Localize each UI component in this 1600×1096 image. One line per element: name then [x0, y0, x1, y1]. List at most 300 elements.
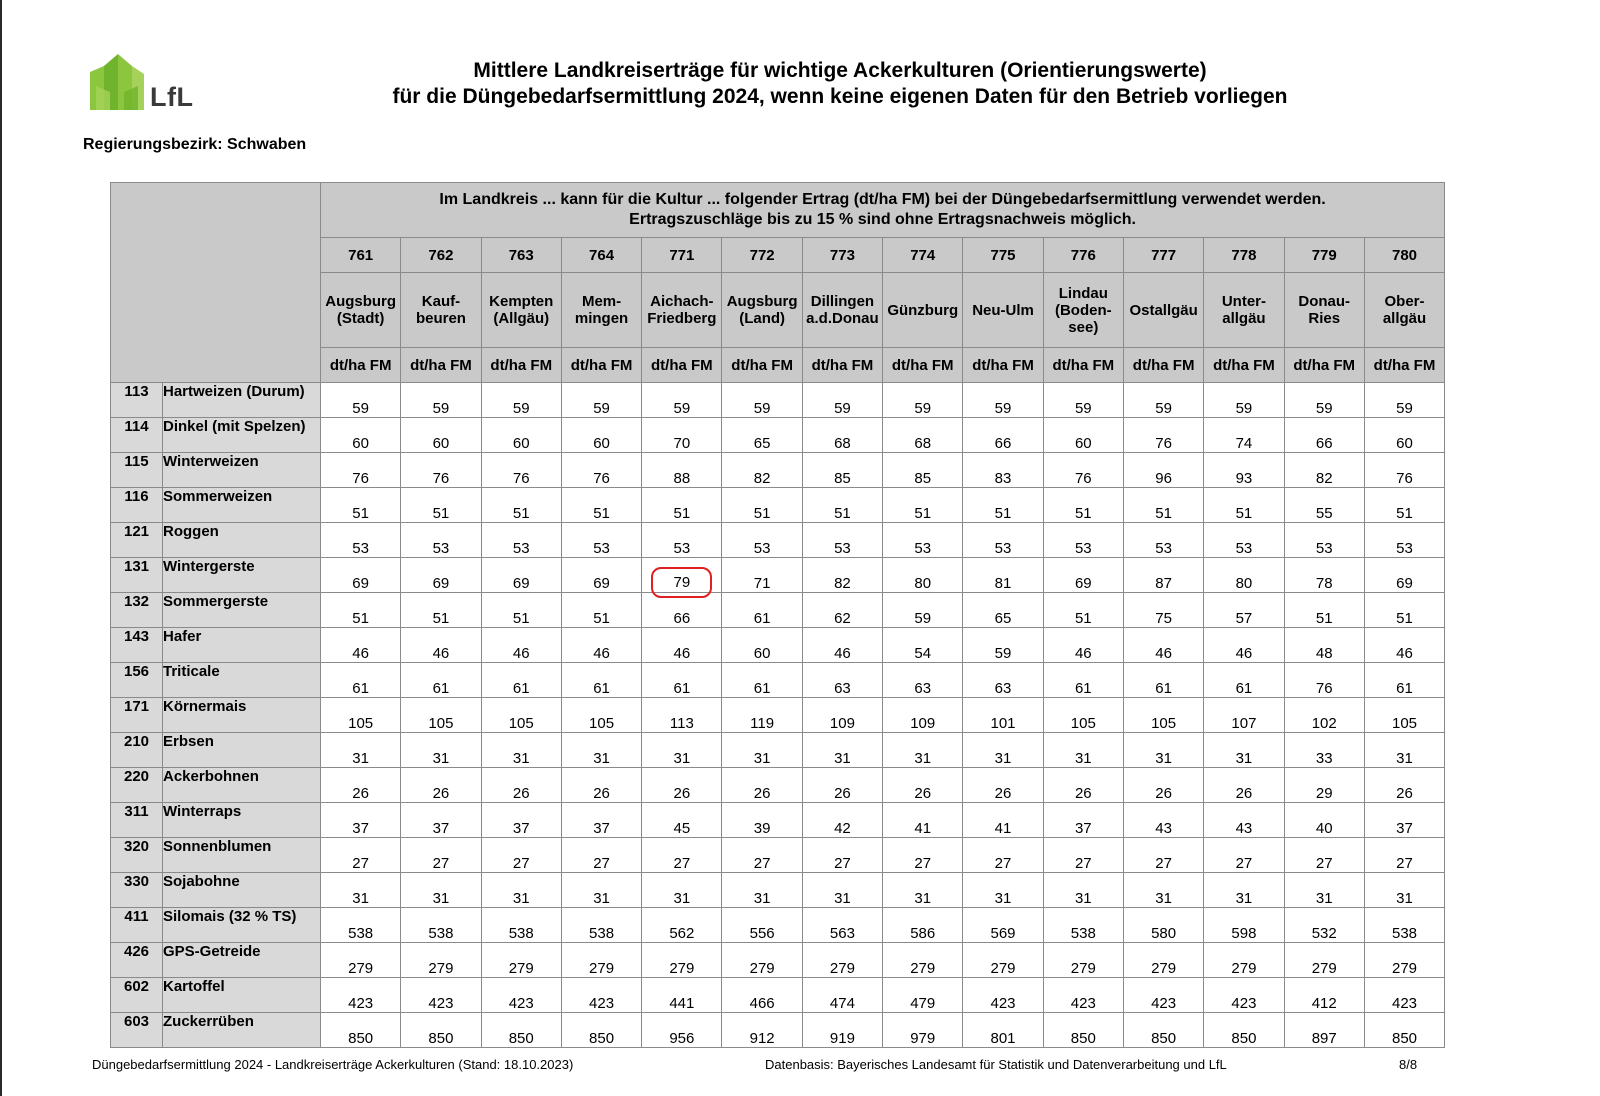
yield-value-cell: 33	[1284, 733, 1364, 768]
yield-value-cell: 850	[481, 1013, 561, 1048]
district-name-line: Ostallgäu	[1129, 301, 1198, 319]
crop-name-cell: Kartoffel	[163, 978, 321, 1013]
yield-value-cell: 423	[561, 978, 641, 1013]
yield-value-cell: 31	[321, 873, 401, 908]
yield-value-cell: 598	[1204, 908, 1284, 943]
unit-header: dt/ha FM	[1043, 348, 1123, 383]
yield-value-cell: 109	[883, 698, 963, 733]
yield-value-cell: 897	[1284, 1013, 1364, 1048]
district-name-line: a.d.Donau	[806, 310, 879, 327]
yield-value-cell: 850	[401, 1013, 481, 1048]
yield-value-cell: 441	[642, 978, 722, 1013]
yield-value-cell: 26	[401, 768, 481, 803]
yield-value-cell: 59	[722, 383, 802, 418]
yield-value-cell: 71	[722, 558, 802, 593]
crop-name-cell: Sommergerste	[163, 593, 321, 628]
unit-header: dt/ha FM	[321, 348, 401, 383]
yield-value-cell: 65	[722, 418, 802, 453]
yield-value-cell: 46	[1204, 628, 1284, 663]
yield-value-cell: 59	[883, 593, 963, 628]
yield-value-cell: 423	[481, 978, 561, 1013]
yield-value-cell: 63	[802, 663, 882, 698]
yield-value-cell: 61	[1364, 663, 1444, 698]
yield-value-cell: 42	[802, 803, 882, 838]
table-row	[111, 418, 1445, 453]
yield-value-cell: 31	[1043, 733, 1123, 768]
table-row	[111, 593, 1445, 628]
yield-value-cell: 59	[561, 383, 641, 418]
table-row	[111, 628, 1445, 663]
yield-value-cell: 562	[642, 908, 722, 943]
yield-value-cell: 27	[802, 838, 882, 873]
yield-value-cell: 279	[481, 943, 561, 978]
district-name-line: Kauf-	[421, 293, 461, 310]
yield-value-cell: 850	[1204, 1013, 1284, 1048]
yield-value-cell: 31	[883, 873, 963, 908]
yield-value-cell: 82	[802, 558, 882, 593]
table-row	[111, 1013, 1445, 1048]
crop-name-cell: Zuckerrüben	[163, 1013, 321, 1048]
yield-value-cell: 279	[963, 943, 1043, 978]
yield-value-cell: 850	[321, 1013, 401, 1048]
crop-name-cell: Sonnenblumen	[163, 838, 321, 873]
district-name-header	[401, 273, 481, 348]
district-name-line: see)	[1068, 318, 1099, 336]
unit-header: dt/ha FM	[561, 348, 641, 383]
crop-code-cell: 114	[111, 418, 163, 453]
district-name-header	[321, 273, 401, 348]
yield-value-cell: 31	[722, 733, 802, 768]
title-line-1: Mittlere Landkreiserträge für wichtige Ackerkulturen (Orientierungswerte)	[473, 59, 1207, 82]
yield-value-cell: 46	[642, 628, 722, 663]
yield-value-cell: 70	[642, 418, 722, 453]
yield-value-cell: 51	[1364, 593, 1444, 628]
yield-value-cell: 40	[1284, 803, 1364, 838]
yield-value-cell: 27	[722, 838, 802, 873]
yield-value-cell: 46	[1043, 628, 1123, 663]
yield-value-cell: 119	[722, 698, 802, 733]
yield-value-cell: 76	[1284, 663, 1364, 698]
yield-table	[110, 182, 1445, 1048]
district-name-line: Aichach-	[650, 293, 714, 310]
crop-name-cell: Triticale	[163, 663, 321, 698]
table-corner-cell	[111, 183, 321, 383]
yield-value-cell: 59	[401, 383, 481, 418]
table-row	[111, 383, 1445, 418]
footer-left: Düngebedarfsermittlung 2024 - Landkreiserträge Ackerkulturen (Stand: 18.10.2023)	[92, 1057, 574, 1072]
yield-value-cell: 919	[802, 1013, 882, 1048]
yield-value-cell: 46	[481, 628, 561, 663]
yield-value-cell: 53	[401, 523, 481, 558]
region-label: Regierungsbezirk: Schwaben	[83, 136, 307, 153]
yield-value-cell: 63	[883, 663, 963, 698]
yield-value-cell: 27	[561, 838, 641, 873]
yield-value-cell: 27	[321, 838, 401, 873]
page-left-border	[0, 0, 2, 1096]
yield-value-cell: 31	[963, 873, 1043, 908]
district-name-line: Neu-Ulm	[972, 301, 1034, 319]
district-name-line: Günzburg	[887, 301, 959, 319]
yield-value-cell: 31	[642, 733, 722, 768]
yield-value-cell: 279	[1043, 943, 1123, 978]
district-code-header: 778	[1204, 238, 1284, 273]
district-name-line: allgäu	[1222, 310, 1266, 327]
district-name-header	[642, 273, 722, 348]
yield-value-cell: 26	[1043, 768, 1123, 803]
table-row	[111, 523, 1445, 558]
yield-value-cell: 66	[963, 418, 1043, 453]
crop-name-cell: GPS-Getreide	[163, 943, 321, 978]
yield-value-cell: 31	[1204, 873, 1284, 908]
intro-line-1: Im Landkreis ... kann für die Kultur ... folgender Ertrag (dt/ha FM) bei der Düngebedarfsermittlung verwendet werden.	[439, 191, 1326, 208]
yield-value-cell: 31	[1284, 873, 1364, 908]
crop-code-cell: 411	[111, 908, 163, 943]
yield-value-cell: 53	[1204, 523, 1284, 558]
yield-value-cell: 105	[401, 698, 481, 733]
yield-value-cell: 51	[481, 593, 561, 628]
yield-value-cell: 26	[321, 768, 401, 803]
yield-value-cell: 279	[321, 943, 401, 978]
yield-value-cell: 105	[1043, 698, 1123, 733]
yield-value-cell: 31	[963, 733, 1043, 768]
document-title	[300, 58, 1380, 110]
yield-value-cell: 51	[1364, 488, 1444, 523]
yield-value-cell: 61	[1123, 663, 1203, 698]
crop-code-cell: 171	[111, 698, 163, 733]
yield-value-cell: 46	[401, 628, 481, 663]
table-row	[111, 488, 1445, 523]
footer-page-number: 8/8	[1399, 1057, 1418, 1072]
crop-code-cell: 311	[111, 803, 163, 838]
yield-value-cell: 26	[481, 768, 561, 803]
yield-value-cell: 956	[642, 1013, 722, 1048]
yield-value-cell: 78	[1284, 558, 1364, 593]
yield-value-cell: 76	[561, 453, 641, 488]
table-row	[111, 453, 1445, 488]
district-name-line: Ries	[1308, 310, 1341, 327]
table-row	[111, 698, 1445, 733]
yield-value-cell: 46	[1123, 628, 1203, 663]
yield-value-cell: 538	[481, 908, 561, 943]
yield-value-cell: 80	[883, 558, 963, 593]
yield-value-cell: 912	[722, 1013, 802, 1048]
crop-code-cell: 320	[111, 838, 163, 873]
district-code-header: 777	[1123, 238, 1203, 273]
yield-value-cell: 41	[963, 803, 1043, 838]
yield-value-cell: 279	[1364, 943, 1444, 978]
yield-value-cell: 31	[321, 733, 401, 768]
unit-header: dt/ha FM	[481, 348, 561, 383]
yield-value-cell: 53	[722, 523, 802, 558]
yield-value-cell: 31	[1364, 873, 1444, 908]
yield-value-cell: 43	[1204, 803, 1284, 838]
yield-value-cell: 31	[401, 873, 481, 908]
yield-value-cell: 43	[1123, 803, 1203, 838]
yield-value-cell: 31	[561, 873, 641, 908]
yield-value-cell: 53	[321, 523, 401, 558]
yield-value-cell: 61	[561, 663, 641, 698]
district-code-header: 779	[1284, 238, 1364, 273]
crop-name-cell: Körnermais	[163, 698, 321, 733]
yield-value-cell: 423	[1204, 978, 1284, 1013]
yield-value-cell: 75	[1123, 593, 1203, 628]
yield-value-cell: 538	[561, 908, 641, 943]
yield-value-cell: 51	[1123, 488, 1203, 523]
yield-value-cell: 51	[1204, 488, 1284, 523]
district-code-header: 764	[561, 238, 641, 273]
yield-value-cell: 31	[1043, 873, 1123, 908]
yield-value-cell: 107	[1204, 698, 1284, 733]
yield-value-cell: 51	[1043, 593, 1123, 628]
yield-value-cell: 412	[1284, 978, 1364, 1013]
crop-name-cell: Sojabohne	[163, 873, 321, 908]
crop-code-cell: 210	[111, 733, 163, 768]
table-row	[111, 908, 1445, 943]
yield-value-cell: 279	[1284, 943, 1364, 978]
crop-name-cell: Winterweizen	[163, 453, 321, 488]
district-name-line: Unter-	[1221, 293, 1266, 310]
yield-value-cell: 102	[1284, 698, 1364, 733]
yield-value-cell: 76	[401, 453, 481, 488]
district-code-header: 761	[321, 238, 401, 273]
district-name-line: Ober-	[1384, 293, 1425, 310]
yield-value-cell: 41	[883, 803, 963, 838]
yield-value-cell: 109	[802, 698, 882, 733]
yield-value-cell: 51	[802, 488, 882, 523]
yield-value-cell: 27	[883, 838, 963, 873]
yield-value-cell: 68	[802, 418, 882, 453]
yield-value-cell: 69	[321, 558, 401, 593]
crop-code-cell: 426	[111, 943, 163, 978]
district-code-header: 763	[481, 238, 561, 273]
yield-value-cell: 101	[963, 698, 1043, 733]
yield-value-cell: 26	[883, 768, 963, 803]
crop-code-cell: 143	[111, 628, 163, 663]
yield-value-cell: 85	[883, 453, 963, 488]
yield-value-cell: 29	[1284, 768, 1364, 803]
yield-value-cell: 60	[1364, 418, 1444, 453]
yield-value-cell: 61	[722, 593, 802, 628]
yield-value-cell: 96	[1123, 453, 1203, 488]
yield-value-cell: 538	[1364, 908, 1444, 943]
yield-value-cell: 55	[1284, 488, 1364, 523]
yield-value-cell: 59	[883, 383, 963, 418]
crop-code-cell: 603	[111, 1013, 163, 1048]
crop-name-cell: Sommerweizen	[163, 488, 321, 523]
yield-value-cell: 45	[642, 803, 722, 838]
yield-value-cell: 423	[401, 978, 481, 1013]
yield-value-cell: 113	[642, 698, 722, 733]
district-name-line: Dillingen	[810, 293, 875, 310]
yield-value-cell: 423	[1123, 978, 1203, 1013]
yield-value-cell: 46	[1364, 628, 1444, 663]
yield-value-cell: 26	[963, 768, 1043, 803]
unit-header: dt/ha FM	[722, 348, 802, 383]
yield-value-cell: 54	[883, 628, 963, 663]
yield-value-cell: 31	[1123, 733, 1203, 768]
yield-value-cell: 59	[1123, 383, 1203, 418]
crop-code-cell: 132	[111, 593, 163, 628]
yield-value-cell: 61	[1204, 663, 1284, 698]
crop-name-cell: Dinkel (mit Spelzen)	[163, 418, 321, 453]
district-name-header	[883, 273, 963, 348]
yield-value-cell: 59	[1364, 383, 1444, 418]
yield-value-cell: 279	[1123, 943, 1203, 978]
unit-header: dt/ha FM	[1123, 348, 1203, 383]
yield-value-cell: 532	[1284, 908, 1364, 943]
yield-value-cell: 105	[481, 698, 561, 733]
yield-value-cell: 62	[802, 593, 882, 628]
unit-header: dt/ha FM	[1284, 348, 1364, 383]
district-name-line: (Allgäu)	[493, 310, 550, 327]
yield-value-cell: 850	[1364, 1013, 1444, 1048]
yield-value-cell: 26	[802, 768, 882, 803]
district-name-line: beuren	[415, 310, 466, 327]
yield-value-cell: 61	[722, 663, 802, 698]
crop-code-cell: 220	[111, 768, 163, 803]
yield-value-cell: 61	[321, 663, 401, 698]
yield-value-cell: 60	[481, 418, 561, 453]
district-name-line: Friedberg	[647, 310, 717, 327]
unit-header: dt/ha FM	[883, 348, 963, 383]
yield-value-cell: 31	[481, 733, 561, 768]
yield-value-cell: 37	[321, 803, 401, 838]
crop-name-cell: Wintergerste	[163, 558, 321, 593]
yield-value-cell: 59	[321, 383, 401, 418]
yield-value-cell: 60	[401, 418, 481, 453]
yield-value-cell: 53	[561, 523, 641, 558]
yield-value-cell: 53	[1043, 523, 1123, 558]
yield-value-cell: 93	[1204, 453, 1284, 488]
yield-value-cell: 76	[321, 453, 401, 488]
yield-value-cell: 26	[1364, 768, 1444, 803]
yield-value-cell: 27	[401, 838, 481, 873]
logo-text: LfL	[150, 82, 194, 112]
yield-value-cell: 59	[802, 383, 882, 418]
yield-value-cell: 51	[642, 488, 722, 523]
yield-value-cell: 51	[963, 488, 1043, 523]
highlighted-value: 79	[651, 567, 712, 598]
yield-value-cell: 279	[401, 943, 481, 978]
district-name-line: Augsburg	[726, 293, 798, 310]
yield-value-cell: 48	[1284, 628, 1364, 663]
district-name-header	[963, 273, 1043, 348]
yield-value-cell: 69	[561, 558, 641, 593]
yield-value-cell: 474	[802, 978, 882, 1013]
yield-value-cell: 59	[1204, 383, 1284, 418]
yield-value-cell: 59	[1043, 383, 1123, 418]
yield-value-cell: 27	[1364, 838, 1444, 873]
district-name-line: (Stadt)	[336, 310, 385, 327]
yield-value-cell: 61	[481, 663, 561, 698]
crop-code-cell: 602	[111, 978, 163, 1013]
yield-value-cell: 27	[481, 838, 561, 873]
unit-header: dt/ha FM	[642, 348, 722, 383]
yield-value-cell: 538	[1043, 908, 1123, 943]
crop-code-cell: 156	[111, 663, 163, 698]
district-name-header	[1043, 273, 1123, 348]
yield-value-cell: 53	[883, 523, 963, 558]
district-code-header: 780	[1364, 238, 1444, 273]
crop-code-cell: 121	[111, 523, 163, 558]
yield-value-cell: 60	[321, 418, 401, 453]
yield-value-cell: 105	[1123, 698, 1203, 733]
yield-value-cell: 82	[1284, 453, 1364, 488]
yield-value-cell: 26	[642, 768, 722, 803]
yield-value-cell: 61	[1043, 663, 1123, 698]
yield-value-cell: 31	[722, 873, 802, 908]
yield-value-cell: 27	[1204, 838, 1284, 873]
yield-value-cell: 76	[481, 453, 561, 488]
yield-value-cell: 26	[1123, 768, 1203, 803]
yield-value-cell: 59	[963, 383, 1043, 418]
table-row	[111, 838, 1445, 873]
yield-value-cell: 80	[1204, 558, 1284, 593]
yield-value-cell: 76	[1123, 418, 1203, 453]
yield-value-cell: 63	[963, 663, 1043, 698]
yield-value-cell: 53	[802, 523, 882, 558]
district-code-header: 762	[401, 238, 481, 273]
district-name-header	[561, 273, 641, 348]
yield-value-cell: 37	[561, 803, 641, 838]
yield-value-cell: 51	[481, 488, 561, 523]
yield-value-cell: 26	[1204, 768, 1284, 803]
yield-value-cell: 26	[561, 768, 641, 803]
yield-value-cell: 31	[401, 733, 481, 768]
yield-value-cell: 31	[481, 873, 561, 908]
yield-value-cell: 279	[722, 943, 802, 978]
crop-name-cell: Ackerbohnen	[163, 768, 321, 803]
table-row	[111, 733, 1445, 768]
intro-line-2: Ertragszuschläge bis zu 15 % sind ohne Ertragsnachweis möglich.	[629, 211, 1136, 228]
yield-value-cell: 31	[561, 733, 641, 768]
crop-name-cell: Erbsen	[163, 733, 321, 768]
yield-value-cell: 538	[401, 908, 481, 943]
district-name-header	[722, 273, 802, 348]
yield-value-cell: 60	[561, 418, 641, 453]
yield-value-cell: 51	[401, 488, 481, 523]
yield-value-cell: 51	[401, 593, 481, 628]
district-name-line: Mem-	[581, 293, 622, 310]
yield-value-cell: 51	[883, 488, 963, 523]
yield-value-cell: 279	[642, 943, 722, 978]
yield-value-cell: 61	[642, 663, 722, 698]
district-code-header: 774	[883, 238, 963, 273]
yield-value-cell: 53	[481, 523, 561, 558]
yield-value-cell: 69	[481, 558, 561, 593]
yield-value-cell: 850	[1123, 1013, 1203, 1048]
yield-value-cell: 61	[401, 663, 481, 698]
yield-value-cell: 46	[321, 628, 401, 663]
yield-value-cell: 563	[802, 908, 882, 943]
header-row-intro	[111, 183, 1445, 238]
district-code-header: 773	[802, 238, 882, 273]
district-name-line: Augsburg	[325, 293, 397, 310]
yield-value-cell: 423	[1364, 978, 1444, 1013]
yield-value-cell: 26	[722, 768, 802, 803]
crop-name-cell: Hartweizen (Durum)	[163, 383, 321, 418]
table-row	[111, 873, 1445, 908]
yield-value-cell: 88	[642, 453, 722, 488]
yield-value-cell: 60	[1043, 418, 1123, 453]
crop-code-cell: 115	[111, 453, 163, 488]
yield-value-cell: 31	[642, 873, 722, 908]
yield-value-cell	[642, 558, 722, 593]
yield-value-cell: 479	[883, 978, 963, 1013]
yield-value-cell: 37	[481, 803, 561, 838]
yield-value-cell: 59	[481, 383, 561, 418]
yield-value-cell: 279	[561, 943, 641, 978]
